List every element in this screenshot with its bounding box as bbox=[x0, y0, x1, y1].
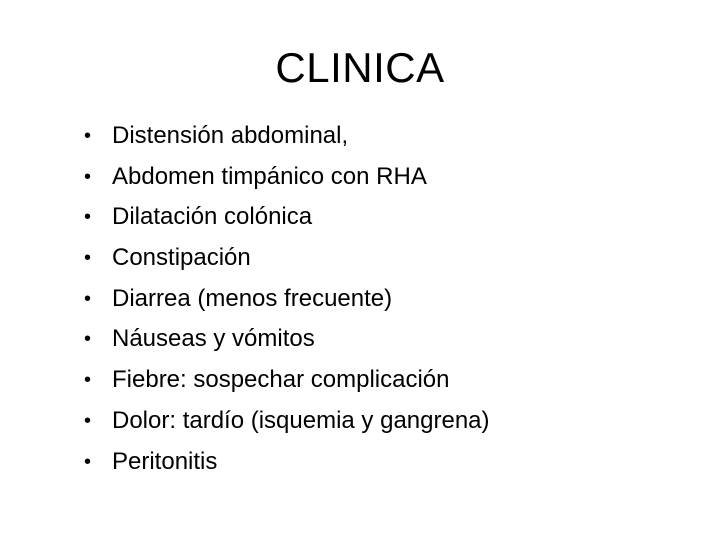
bullet-text: Náuseas y vómitos bbox=[112, 325, 315, 353]
list-item bbox=[84, 197, 490, 238]
bullet-text: Fiebre: sospechar complicación bbox=[112, 366, 450, 394]
list-item bbox=[84, 116, 490, 157]
bullet-text: Constipación bbox=[112, 244, 251, 272]
list-item bbox=[84, 442, 490, 483]
bullet-icon: • bbox=[84, 206, 92, 229]
list-item bbox=[84, 401, 490, 442]
bullet-icon: • bbox=[84, 287, 92, 310]
bullet-icon: • bbox=[84, 247, 92, 270]
bullet-text: Diarrea (menos frecuente) bbox=[112, 284, 393, 312]
list-item bbox=[84, 238, 490, 279]
bullet-icon: • bbox=[84, 328, 92, 351]
bullet-text: Dolor: tardío (isquemia y gangrena) bbox=[112, 406, 490, 434]
bullet-icon: • bbox=[84, 125, 92, 147]
bullet-text: Dilatación colónica bbox=[112, 203, 313, 231]
list-item bbox=[84, 319, 490, 360]
bullet-text: Abdomen timpánico con RHA bbox=[112, 162, 427, 190]
bullet-list bbox=[84, 116, 490, 482]
list-item bbox=[84, 360, 490, 401]
bullet-icon: • bbox=[84, 165, 92, 188]
bullet-icon: • bbox=[84, 369, 92, 392]
list-item bbox=[84, 157, 490, 198]
bullet-text: Peritonitis bbox=[112, 447, 218, 475]
bullet-text: Distensión abdominal, bbox=[112, 122, 349, 149]
bullet-icon: • bbox=[84, 450, 92, 473]
slide-title: CLINICA bbox=[275, 44, 445, 91]
list-item bbox=[84, 279, 490, 320]
bullet-icon: • bbox=[84, 409, 92, 432]
